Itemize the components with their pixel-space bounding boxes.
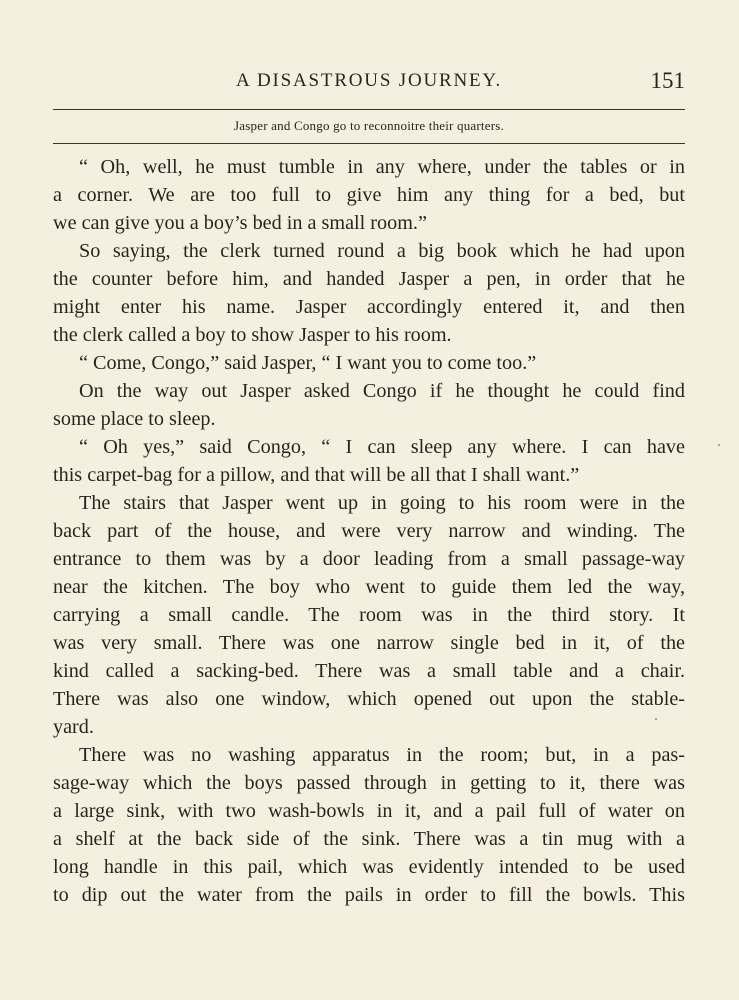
text-line: kind called a sacking-bed. There was a small table and a chair. — [53, 660, 685, 682]
bottom-rule — [53, 143, 685, 144]
page-number: 151 — [650, 68, 685, 93]
text-line: “ Oh, well, he must tumble in any where, under the tables or in — [79, 156, 685, 178]
text-line: sage-way which the boys passed through in getting to it, there was — [53, 772, 685, 794]
section-subheading: Jasper and Congo go to reconnoitre their quarters. — [234, 118, 504, 133]
paper-speck — [655, 718, 657, 720]
text-line: some place to sleep. — [53, 408, 216, 430]
text-line: a corner. We are too full to give him any thing for a bed, but — [53, 184, 685, 206]
text-line: There was also one window, which opened out upon the stable- — [53, 688, 685, 710]
running-head — [53, 68, 685, 98]
text-line: the clerk called a boy to show Jasper to his room. — [53, 324, 452, 346]
top-rule — [53, 109, 685, 110]
paper-speck — [718, 444, 720, 446]
text-line: the counter before him, and handed Jasper a pen, in order that he — [53, 268, 685, 290]
text-line: was very small. There was one narrow single bed in it, of the — [53, 632, 685, 654]
text-line: we can give you a boy’s bed in a small room.” — [53, 212, 427, 234]
text-line: So saying, the clerk turned round a big book which he had upon — [79, 240, 685, 262]
text-line: entrance to them was by a door leading from a small passage-way — [53, 548, 685, 570]
body-text — [53, 153, 685, 909]
text-line: near the kitchen. The boy who went to guide them led the way, — [53, 576, 685, 598]
text-line: There was no washing apparatus in the room; but, in a pas- — [79, 744, 685, 766]
chapter-title: A DISASTROUS JOURNEY. — [235, 70, 503, 91]
text-line: carrying a small candle. The room was in the third story. It — [53, 604, 685, 626]
text-line: On the way out Jasper asked Congo if he thought he could find — [79, 380, 685, 402]
text-line: back part of the house, and were very narrow and winding. The — [53, 520, 685, 542]
text-line: The stairs that Jasper went up in going to his room were in the — [79, 492, 685, 514]
text-line: yard. — [53, 716, 94, 738]
text-line: a shelf at the back side of the sink. There was a tin mug with a — [53, 828, 685, 850]
text-line: a large sink, with two wash-bowls in it, and a pail full of water on — [53, 800, 685, 822]
text-line: to dip out the water from the pails in order to fill the bowls. This — [53, 884, 685, 906]
text-line: “ Come, Congo,” said Jasper, “ I want you to come too.” — [79, 352, 537, 374]
text-line: might enter his name. Jasper accordingly entered it, and then — [53, 296, 685, 318]
text-line: “ Oh yes,” said Congo, “ I can sleep any where. I can have — [79, 436, 685, 458]
text-line: this carpet-bag for a pillow, and that will be all that I shall want.” — [53, 464, 580, 486]
text-line: long handle in this pail, which was evidently intended to be used — [53, 856, 685, 878]
